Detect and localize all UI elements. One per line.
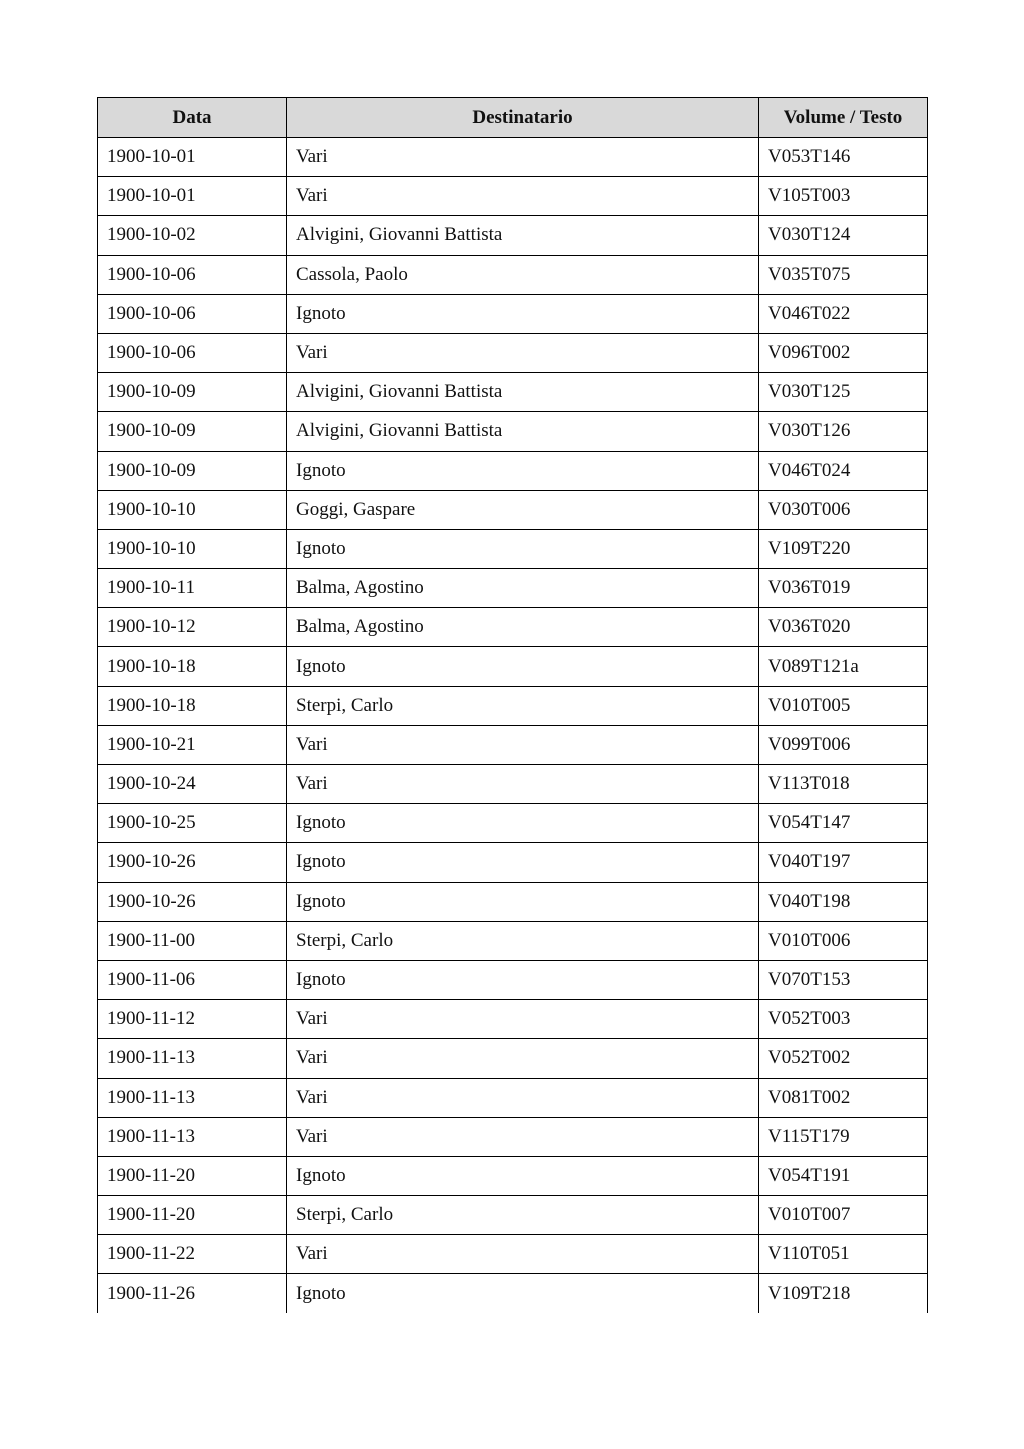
cell-volume: V105T003 [759,177,928,216]
cell-recipient: Alvigini, Giovanni Battista [287,412,759,451]
cell-volume: V053T146 [759,138,928,177]
table-row [98,177,928,216]
cell-volume: V115T179 [759,1117,928,1156]
cell-recipient: Ignoto [287,294,759,333]
table-body [98,138,928,1314]
cell-recipient: Alvigini, Giovanni Battista [287,216,759,255]
cell-date: 1900-11-20 [98,1156,287,1195]
table-row [98,765,928,804]
cell-date: 1900-10-18 [98,647,287,686]
cell-volume: V040T197 [759,843,928,882]
table-row [98,608,928,647]
cell-recipient: Balma, Agostino [287,569,759,608]
cell-recipient: Ignoto [287,882,759,921]
header-row [98,98,928,138]
cell-volume: V110T051 [759,1235,928,1274]
cell-recipient: Vari [287,1039,759,1078]
table-row [98,647,928,686]
cell-date: 1900-10-01 [98,177,287,216]
table-row [98,1156,928,1195]
table-row [98,1235,928,1274]
cell-date: 1900-10-12 [98,608,287,647]
cell-date: 1900-11-06 [98,960,287,999]
cell-volume: V096T002 [759,333,928,372]
cell-recipient: Vari [287,1000,759,1039]
cell-recipient: Ignoto [287,960,759,999]
table-row [98,1117,928,1156]
cell-date: 1900-10-10 [98,490,287,529]
cell-volume: V109T218 [759,1274,928,1313]
table-row [98,843,928,882]
cell-date: 1900-11-26 [98,1274,287,1313]
table-row [98,373,928,412]
cell-date: 1900-10-06 [98,255,287,294]
cell-recipient: Vari [287,725,759,764]
cell-volume: V030T126 [759,412,928,451]
cell-volume: V109T220 [759,529,928,568]
cell-volume: V052T002 [759,1039,928,1078]
cell-volume: V036T019 [759,569,928,608]
cell-recipient: Ignoto [287,1156,759,1195]
cell-volume: V089T121a [759,647,928,686]
cell-recipient: Alvigini, Giovanni Battista [287,373,759,412]
table-row [98,333,928,372]
cell-volume: V036T020 [759,608,928,647]
cell-date: 1900-10-25 [98,804,287,843]
cell-volume: V040T198 [759,882,928,921]
table-row [98,1000,928,1039]
cell-volume: V010T007 [759,1196,928,1235]
cell-recipient: Ignoto [287,451,759,490]
table-row [98,412,928,451]
cell-volume: V099T006 [759,725,928,764]
cell-date: 1900-10-11 [98,569,287,608]
table-row [98,1039,928,1078]
table-header [98,98,928,138]
cell-volume: V054T191 [759,1156,928,1195]
cell-date: 1900-11-22 [98,1235,287,1274]
cell-recipient: Vari [287,333,759,372]
table-row [98,1274,928,1313]
cell-recipient: Sterpi, Carlo [287,686,759,725]
cell-volume: V081T002 [759,1078,928,1117]
cell-date: 1900-10-24 [98,765,287,804]
cell-volume: V030T124 [759,216,928,255]
cell-date: 1900-10-09 [98,412,287,451]
table-row [98,686,928,725]
cell-recipient: Ignoto [287,804,759,843]
column-header-date: Data [98,98,287,138]
cell-recipient: Ignoto [287,1274,759,1313]
cell-date: 1900-10-01 [98,138,287,177]
cell-volume: V046T022 [759,294,928,333]
cell-date: 1900-10-09 [98,373,287,412]
table-row [98,1196,928,1235]
cell-recipient: Vari [287,1235,759,1274]
table-row [98,255,928,294]
cell-volume: V035T075 [759,255,928,294]
table-row [98,216,928,255]
cell-volume: V054T147 [759,804,928,843]
table-row [98,725,928,764]
table-row [98,1078,928,1117]
letters-table [97,97,928,1313]
cell-date: 1900-11-13 [98,1078,287,1117]
cell-date: 1900-11-12 [98,1000,287,1039]
cell-volume: V113T018 [759,765,928,804]
cell-date: 1900-10-10 [98,529,287,568]
table-row [98,529,928,568]
cell-date: 1900-10-09 [98,451,287,490]
cell-date: 1900-11-13 [98,1039,287,1078]
cell-recipient: Vari [287,765,759,804]
cell-recipient: Sterpi, Carlo [287,921,759,960]
table-row [98,921,928,960]
table-row [98,138,928,177]
cell-recipient: Balma, Agostino [287,608,759,647]
cell-date: 1900-10-06 [98,294,287,333]
cell-recipient: Ignoto [287,529,759,568]
column-header-recipient: Destinatario [287,98,759,138]
cell-date: 1900-10-26 [98,843,287,882]
cell-date: 1900-10-21 [98,725,287,764]
cell-date: 1900-10-26 [98,882,287,921]
cell-volume: V030T006 [759,490,928,529]
cell-date: 1900-11-13 [98,1117,287,1156]
cell-recipient: Ignoto [287,843,759,882]
cell-volume: V070T153 [759,960,928,999]
cell-volume: V030T125 [759,373,928,412]
cell-recipient: Sterpi, Carlo [287,1196,759,1235]
table-row [98,490,928,529]
table-row [98,960,928,999]
cell-volume: V010T005 [759,686,928,725]
cell-volume: V052T003 [759,1000,928,1039]
cell-recipient: Vari [287,1117,759,1156]
cell-volume: V046T024 [759,451,928,490]
cell-recipient: Goggi, Gaspare [287,490,759,529]
cell-recipient: Vari [287,177,759,216]
cell-date: 1900-10-18 [98,686,287,725]
cell-date: 1900-10-06 [98,333,287,372]
cell-recipient: Cassola, Paolo [287,255,759,294]
table-row [98,294,928,333]
cell-date: 1900-11-00 [98,921,287,960]
cell-recipient: Vari [287,138,759,177]
table-row [98,882,928,921]
table-row [98,804,928,843]
cell-volume: V010T006 [759,921,928,960]
cell-date: 1900-10-02 [98,216,287,255]
cell-date: 1900-11-20 [98,1196,287,1235]
cell-recipient: Ignoto [287,647,759,686]
table-row [98,569,928,608]
table-row [98,451,928,490]
cell-recipient: Vari [287,1078,759,1117]
column-header-volume: Volume / Testo [759,98,928,138]
